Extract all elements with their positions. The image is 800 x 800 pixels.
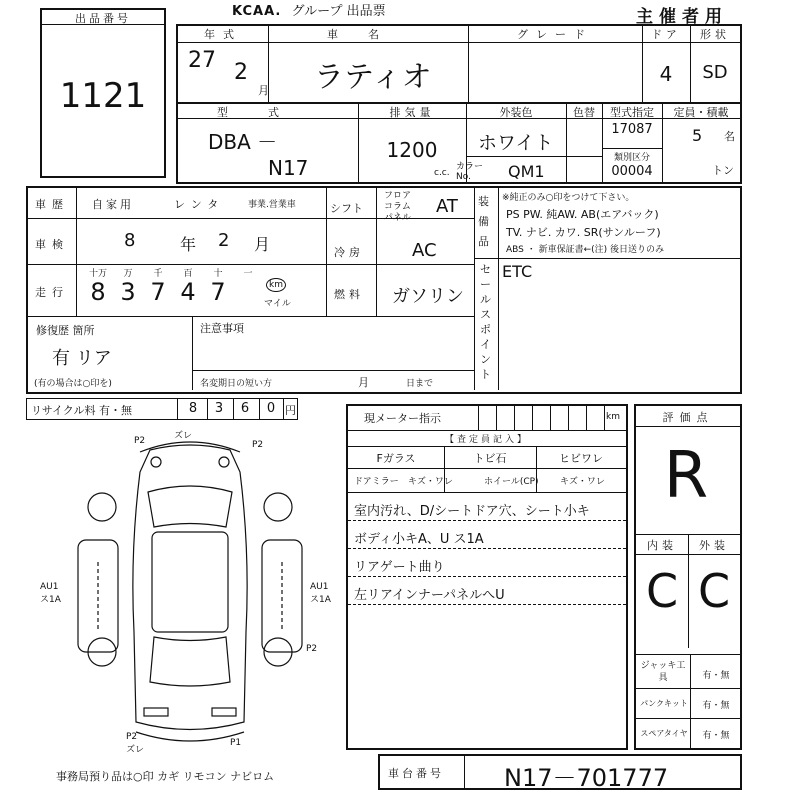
glass-label: Fガラス: [376, 452, 416, 465]
unit-mile: マイル: [264, 299, 291, 309]
damage-mark: ズレ: [174, 431, 193, 441]
puncture-kit-label: パンクキット: [640, 699, 688, 708]
capacity-unit: 名: [724, 130, 735, 143]
digit-header-1k: 千: [153, 269, 163, 279]
model-spec-no: 17087: [611, 122, 653, 137]
name-label: 車名: [327, 28, 409, 41]
capacity-label: 定員・積載: [673, 106, 729, 119]
sheet-title: グループ 出品票: [291, 4, 386, 16]
damage-mark: P2: [252, 440, 264, 450]
lot-number: 1121: [59, 76, 147, 116]
deadline-label: 名変期日の短い方: [200, 379, 273, 389]
recycle-digit: 6: [240, 401, 250, 416]
sales-point-char: ー: [480, 278, 491, 291]
color-change-label: 色替: [573, 106, 595, 119]
sales-point-char: ポ: [480, 323, 491, 336]
sales-point-char: ル: [480, 293, 491, 306]
cc-unit: c.c.: [434, 168, 450, 178]
history-opt-private[interactable]: 自家用: [92, 198, 134, 211]
car-damage-diagram: [40, 432, 340, 762]
history-opt-business[interactable]: 事業.営業車: [248, 200, 296, 210]
model-code: N17: [268, 156, 309, 180]
spare-tire-label: スペアタイヤ: [640, 729, 688, 738]
lot-box: [40, 8, 166, 178]
shape-label: 形状: [700, 28, 730, 41]
body-shape: SD: [702, 62, 728, 83]
mirror-value: キズ・ワレ: [408, 477, 453, 487]
organizer-label: 主催者用: [636, 7, 728, 27]
lot-label: 出品番号: [75, 12, 131, 25]
door-label: ドア: [651, 28, 681, 41]
damage-mark: P2: [306, 644, 318, 654]
deadline-day-unit: 日まで: [406, 379, 434, 389]
digit-header-100: 百: [183, 269, 193, 279]
history-label: 車歴: [35, 198, 69, 211]
repair-value: 有 リア: [52, 348, 112, 369]
color-no: QM1: [508, 162, 545, 181]
mileage-digit: 3: [120, 278, 136, 306]
repair-hint: (有の場合は○印を): [34, 379, 112, 389]
equipment-side-char: 装: [478, 195, 489, 208]
inspector-note: ボディ小キA、U ス1A: [354, 532, 484, 547]
ac-value: AC: [412, 240, 437, 261]
door-count: 4: [659, 62, 673, 86]
sales-point-char: ト: [480, 368, 491, 381]
grade-label: グレード: [517, 28, 593, 41]
equipment-line-1: PS PW. 純AW. AB(エアバック): [506, 208, 659, 221]
chassis-label: 車台番号: [388, 767, 444, 780]
model-spec-label: 型式指定: [610, 106, 654, 119]
exterior-color: ホワイト: [478, 132, 554, 154]
inspection-year-unit: 年: [180, 235, 197, 254]
header-sheet-title: [232, 0, 492, 16]
inspection-label: 車検: [35, 238, 69, 251]
ac-label: 冷房: [334, 246, 364, 259]
glass-crack: ヒビワレ: [559, 452, 603, 465]
recycle-digit: 8: [188, 401, 198, 416]
damage-mark: AU1 ス1A: [310, 582, 331, 605]
equipment-side-char: 備: [478, 215, 489, 228]
inspector-header: 【査定員記入】: [444, 435, 529, 445]
notice-label: 注意事項: [200, 322, 244, 335]
digit-header-10k: 万: [123, 269, 133, 279]
inspection-year: 8: [124, 230, 136, 251]
model-label: 型式: [217, 106, 319, 119]
sales-point-char: ス: [480, 308, 491, 321]
wheel-label: ホイール(CP): [484, 477, 539, 487]
kcaa-logo: KCAA.: [232, 4, 282, 16]
interior-label: 内装: [647, 539, 677, 552]
car-name: ラティオ: [314, 60, 432, 95]
class-no: 00004: [611, 164, 653, 179]
year-label: 年式: [204, 28, 242, 41]
history-equipment-table: [26, 186, 742, 394]
wheel-value: キズ・ワレ: [560, 477, 605, 487]
score-section: [634, 404, 742, 750]
mileage-label: 走行: [35, 286, 69, 299]
sales-point-value: ETC: [502, 262, 533, 281]
repair-label: 修復歴 箇所: [36, 324, 95, 337]
equipment-side-char: 品: [478, 235, 489, 248]
sales-point-char: ン: [480, 353, 491, 366]
recycle-digit: 3: [214, 401, 224, 416]
shift-option-panel: パネル: [384, 213, 412, 223]
score-value: R: [663, 439, 709, 513]
shift-option-floor: フロア: [384, 191, 412, 201]
damage-mark: AU1 ス1A: [40, 582, 61, 605]
load-unit: トン: [712, 164, 734, 177]
equipment-note: ※純正のみ○印をつけて下さい。: [502, 193, 635, 203]
sales-point-char: セ: [480, 263, 491, 276]
recycle-unit: 円: [285, 404, 296, 417]
damage-mark: P1: [230, 738, 242, 748]
inspector-note: リアゲート曲り: [354, 560, 445, 575]
meter-unit: km: [606, 412, 620, 422]
inspection-month: 2: [218, 230, 230, 251]
inspector-note: 室内汚れ、D/シートドア穴、シート小キ: [354, 504, 590, 519]
vehicle-basic-table: [176, 24, 742, 104]
recycle-digit: 0: [266, 401, 276, 416]
spare-tire-option[interactable]: 有・無: [702, 731, 730, 741]
car-outline-svg: [40, 432, 340, 762]
first-reg-month: 2: [234, 60, 248, 85]
exterior-score: C: [697, 564, 731, 618]
equipment-side-label: [478, 192, 494, 252]
puncture-kit-option[interactable]: 有・無: [702, 701, 730, 711]
mileage-digit: 7: [150, 278, 166, 306]
digit-header-100k: 十万: [88, 269, 107, 279]
mileage-digit: 8: [90, 278, 106, 306]
history-opt-rental[interactable]: レンタ: [174, 198, 225, 211]
sales-point-side-label: [480, 262, 494, 382]
deadline-month-unit: 月: [358, 376, 369, 389]
shift-option-column: コラム: [384, 202, 411, 212]
sales-point-char: イ: [480, 338, 491, 351]
model-year: 27: [188, 48, 216, 73]
unit-km: km: [266, 278, 286, 292]
mirror-label: ドアミラー: [354, 477, 399, 487]
jack-option[interactable]: 有・無: [702, 671, 730, 681]
chassis-number-box: [378, 754, 742, 790]
color-no-label: カラー No.: [456, 162, 484, 182]
color-label: 外装色: [499, 106, 533, 119]
class-label: 類別区分: [613, 153, 650, 163]
meter-label: 現メーター指示: [364, 412, 441, 425]
equipment-line-3: ABS ・ 新車保証書←(注) 後日送りのみ: [506, 245, 665, 255]
mileage-digit: 4: [180, 278, 196, 306]
exterior-label: 外装: [699, 539, 729, 552]
score-label: 評価点: [662, 411, 714, 424]
mileage-digits: [84, 266, 264, 314]
model-prefix: DBA －: [208, 130, 278, 154]
vehicle-spec-table: [176, 102, 742, 184]
mileage-digit: 7: [210, 278, 226, 306]
digit-header-1: 一: [243, 269, 253, 279]
inspection-month-unit: 月: [254, 235, 271, 254]
inspector-section: [346, 404, 628, 750]
recycle-fee-row: [26, 398, 298, 420]
equipment-line-2: TV. ナビ. カワ. SR(サンルーフ): [506, 226, 661, 239]
interior-score: C: [645, 564, 679, 618]
damage-mark: P2: [134, 436, 146, 446]
shift-label: シフト: [330, 202, 363, 215]
displacement-label: 排気量: [389, 106, 435, 119]
jack-label: ジャッキ工具: [640, 661, 686, 683]
capacity-value: 5: [692, 126, 703, 145]
damage-mark: P2 ズレ: [126, 732, 145, 755]
fuel-value: ガソリン: [392, 286, 464, 307]
office-custody-note: 事務局預り品は○印 カギ リモコン ナビロム: [56, 770, 275, 783]
shift-value: AT: [436, 196, 458, 217]
chassis-value: N17－701777: [504, 764, 669, 792]
displacement-value: 1200: [386, 138, 438, 162]
month-unit: 月: [258, 84, 269, 97]
glass-value: トビ石: [473, 452, 507, 465]
fuel-label: 燃料: [334, 288, 364, 301]
recycle-label: リサイクル料 有・無: [31, 404, 132, 417]
digit-header-10: 十: [213, 269, 223, 279]
inspector-note: 左リアインナーパネルへU: [354, 588, 505, 603]
